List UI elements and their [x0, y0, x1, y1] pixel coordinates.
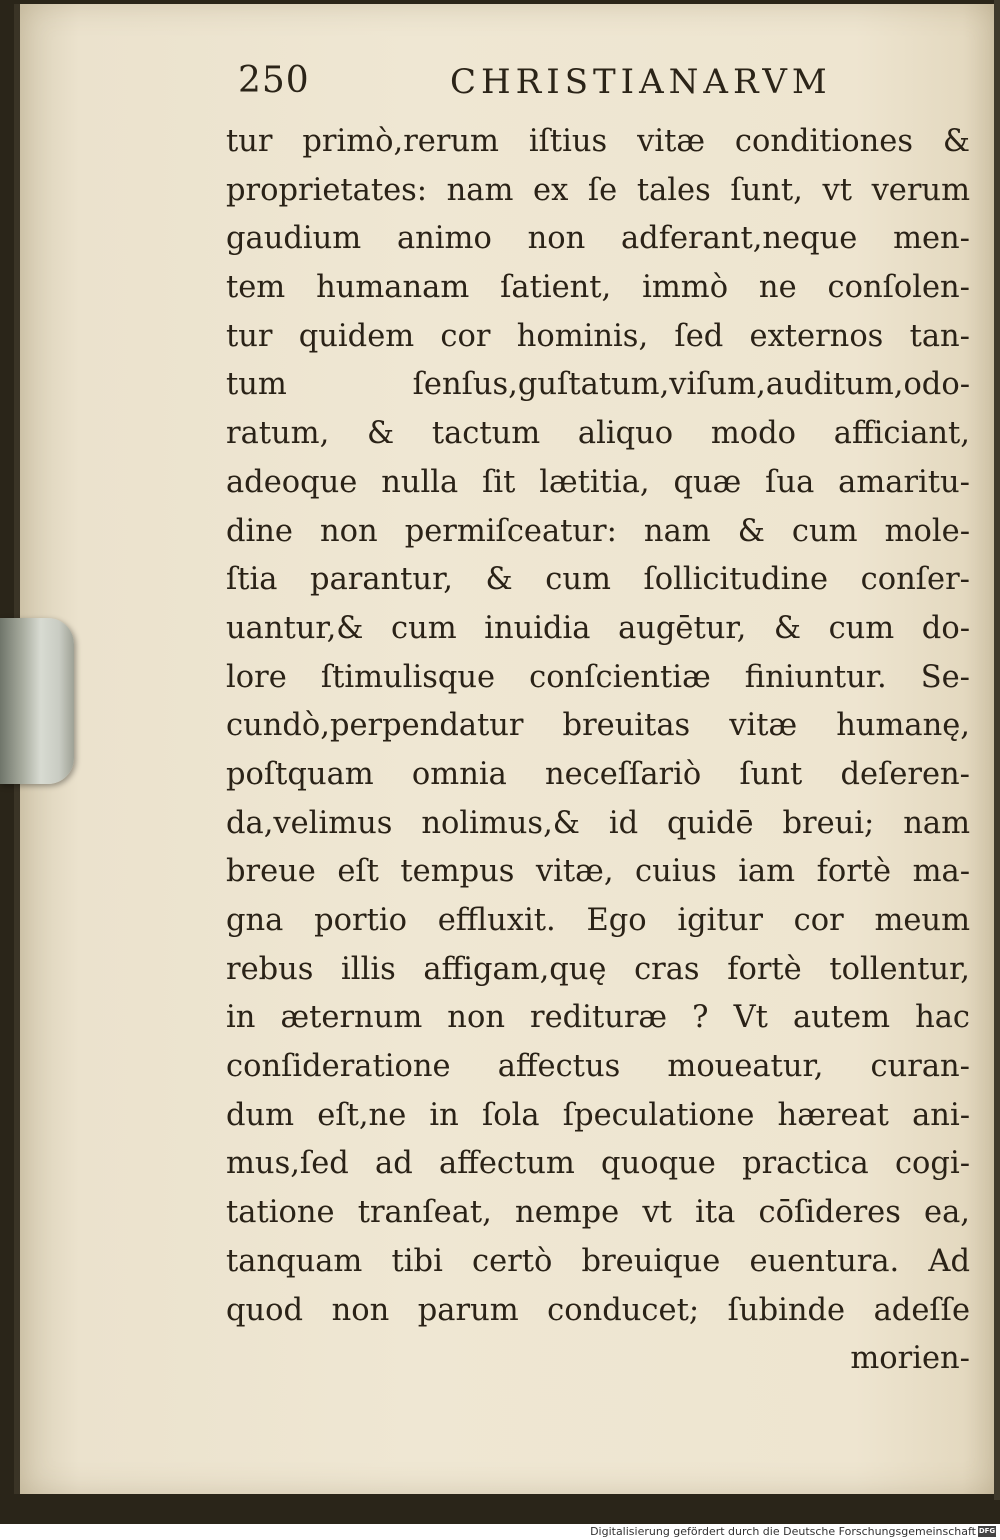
- text-line: conſideratione affectus moueatur, curan-: [226, 1049, 970, 1085]
- text-line: da,velimus nolimus,& id quidē breui; nam: [226, 805, 970, 841]
- text-line: tur primò,rerum iſtius vitæ conditiones &: [226, 124, 970, 159]
- text-line: breue eſt tempus vitæ, cuius iam fortè ma-: [226, 854, 970, 890]
- text-line: rebus illis affigam,quę cras fortè tollentur,: [226, 951, 970, 987]
- running-title: CHRISTIANARVM: [450, 62, 832, 102]
- dfg-logo-icon: DFG: [978, 1527, 996, 1535]
- text-line: tur quidem cor hominis, ſed externos tan-: [226, 318, 970, 354]
- digitization-footer: [0, 1524, 1000, 1540]
- text-line: in æternum non redituræ ? Vt autem hac: [226, 1000, 970, 1036]
- text-line: ſtia parantur, & cum ſollicitudine conſer-: [226, 562, 970, 598]
- text-line: gaudium animo non adferant,neque men-: [226, 221, 970, 257]
- book-clasp: [0, 618, 74, 784]
- text-line: tanquam tibi certò breuique euentura. Ad: [226, 1243, 970, 1279]
- text-line: ratum, & tactum aliquo modo afficiant,: [226, 416, 970, 452]
- text-line: tem humanam ſatient, immò ne conſolen-: [226, 270, 970, 306]
- main-text: [226, 118, 970, 1384]
- page-edge: [994, 0, 1000, 1500]
- text-line: tum ſenſus,guſtatum,viſum,auditum,odo-: [226, 367, 970, 403]
- text-line: tatione tranſeat, nempe vt ita cōſideres ea,: [226, 1195, 970, 1231]
- funding-credit: Digitalisierung gefördert durch die Deutsche Forschungsgemeinschaft: [590, 1525, 976, 1538]
- page-number: 250: [238, 60, 310, 101]
- text-line: lore ſtimulisque conſcientiæ finiuntur. Se-: [226, 659, 970, 695]
- text-line: poſtquam omnia neceſſariò ſunt deſeren-: [226, 756, 970, 792]
- text-line: dine non permiſceatur: nam & cum mole-: [226, 513, 970, 549]
- text-line: gna portio effluxit. Ego igitur cor meum: [226, 903, 970, 938]
- text-line: cundò,perpendatur breuitas vitæ humanę,: [226, 708, 970, 744]
- text-line: uantur,& cum inuidia augētur, & cum do-: [226, 610, 970, 646]
- text-line: proprietates: nam ex ſe tales ſunt, vt verum: [226, 172, 970, 208]
- page-header: [238, 60, 838, 110]
- text-line: adeoque nulla ſit lætitia, quæ ſua amaritu-: [226, 464, 970, 500]
- text-line: quod non parum conducet; ſubinde adeſſe: [226, 1292, 970, 1328]
- text-line: dum eſt,ne in ſola ſpeculatione hæreat ani-: [226, 1097, 970, 1133]
- catchword: morien-: [850, 1341, 970, 1377]
- text-line: mus,ſed ad affectum quoque practica cogi-: [226, 1146, 970, 1182]
